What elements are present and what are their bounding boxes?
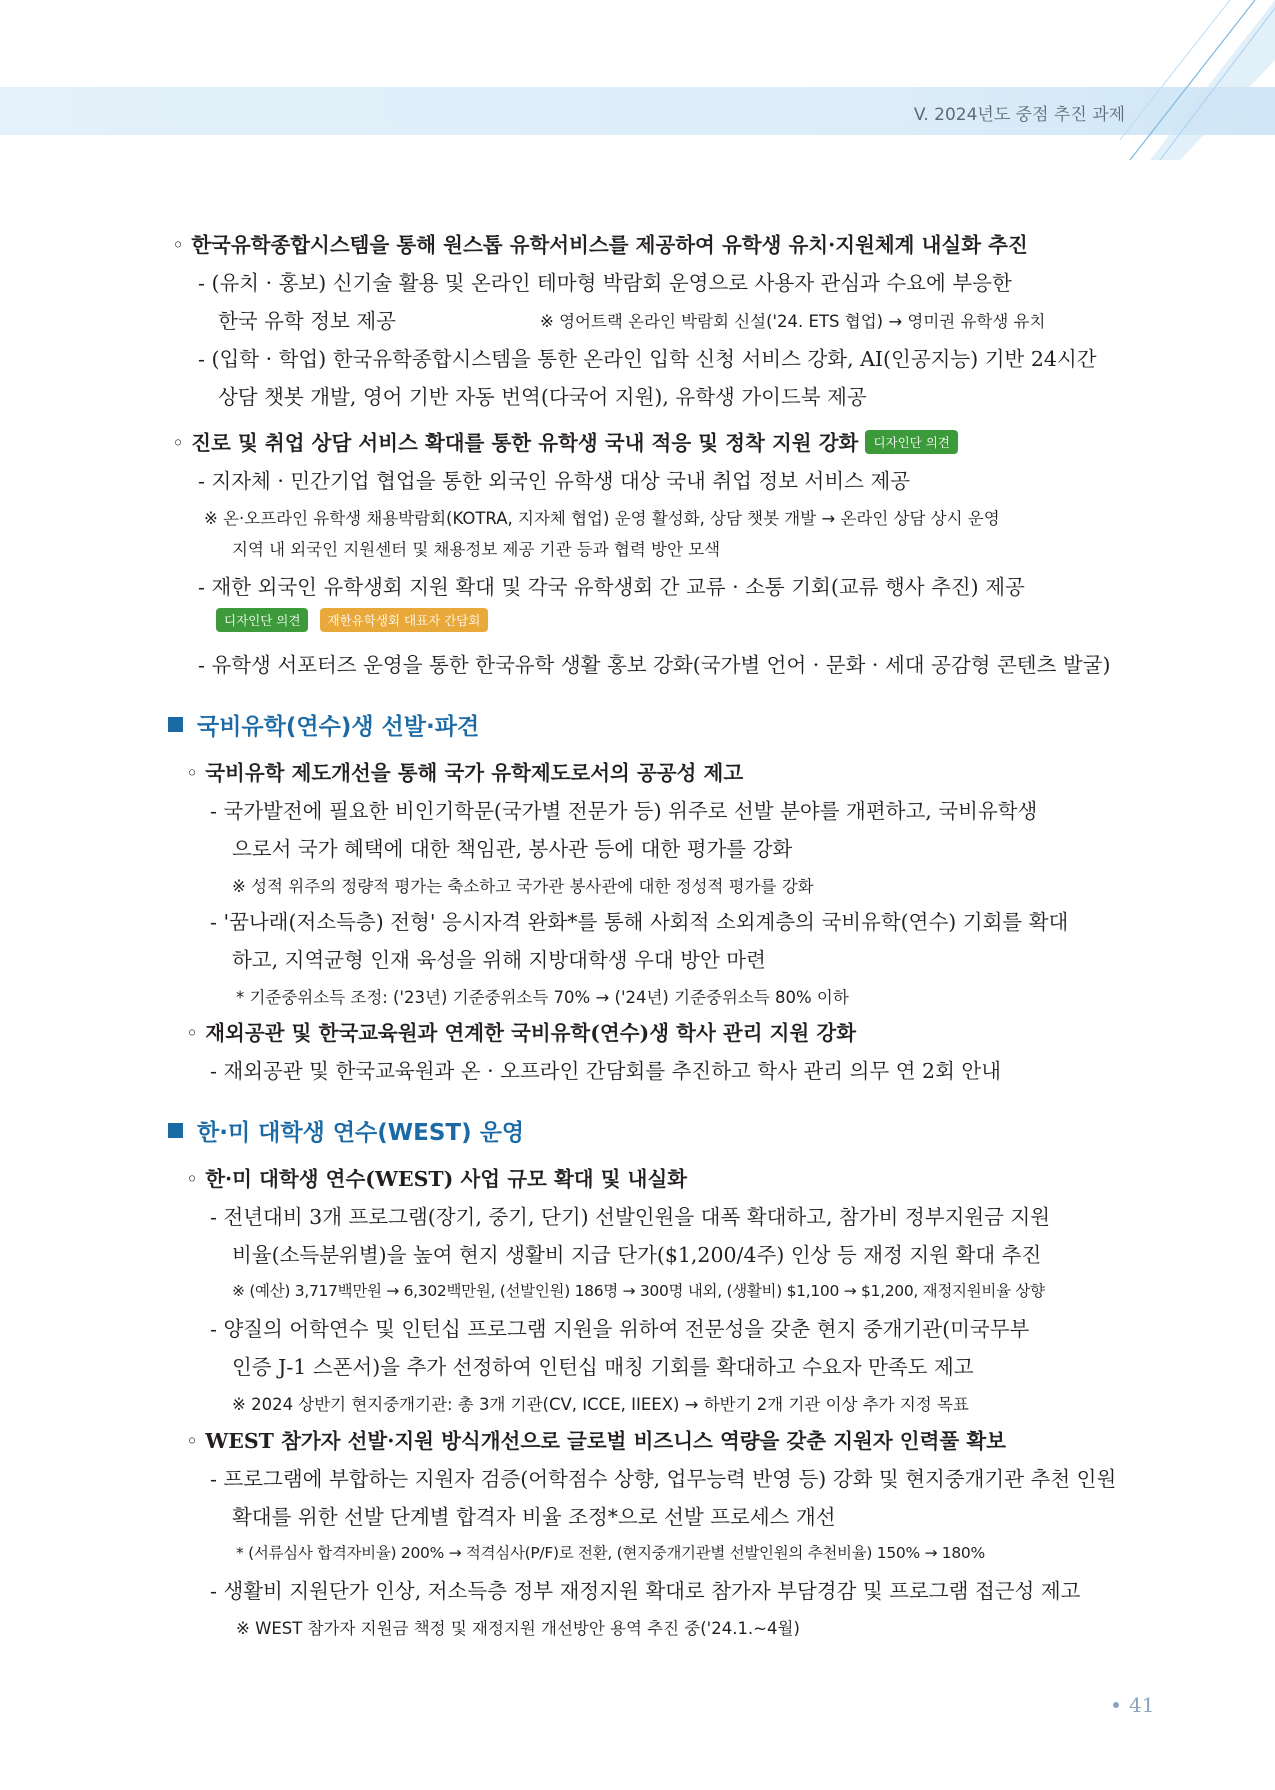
note-line: 지역 내 외국인 지원센터 및 채용정보 제공 기관 등과 협력 방안 모색 [232,540,721,559]
section-heading-west: 한·미 대학생 연수(WEST) 운영 [168,1114,524,1147]
bullet-heading: ◦ 한·미 대학생 연수(WEST) 사업 규모 확대 및 내실화 [186,1167,688,1191]
text-line: - 재한 외국인 유학생회 지원 확대 및 각국 유학생회 간 교류 · 소통 기회(교류 행사 추진) 제공 [198,575,1025,599]
bullet-heading: ◦ 재외공관 및 한국교육원과 연계한 국비유학(연수)생 학사 관리 지원 강화 [186,1021,857,1045]
text-line: 비율(소득분위별)을 높여 현지 생활비 지급 단가($1,200/4주) 인상 등 재정 지원 확대 추진 [232,1243,1042,1267]
page-number: 41 [1113,1693,1154,1717]
bullet-heading: ◦ 국비유학 제도개선을 통해 국가 유학제도로서의 공공성 제고 [186,761,744,785]
text-line: - 양질의 어학연수 및 인턴십 프로그램 지원을 위하여 전문성을 갖춘 현지 중개기관(미국무부 [210,1317,1030,1341]
dot-icon [1113,1702,1119,1708]
square-bullet-icon [168,1123,183,1138]
text-line: - 프로그램에 부합하는 지원자 검증(어학점수 상향, 업무능력 반영 등) 강화 및 현지중개기관 추천 인원 [210,1467,1117,1491]
student-rep-badge: 재한유학생회 대표자 간담회 [320,608,489,632]
text-line: 상담 챗봇 개발, 영어 기반 자동 번역(다국어 지원), 유학생 가이드북 제공 [218,385,867,409]
bullet-heading [172,426,958,456]
note-line: ※ (예산) 3,717백만원 → 6,302백만원, (선발인원) 186명 → 300명 내외, (생활비) $1,100 → $1,200, 재정지원비율 상향 [232,1282,1045,1300]
note-line: ※ 2024 상반기 현지중개기관: 총 3개 기관(CV, ICCE, IIEEX) → 하반기 2개 기관 이상 추가 지정 목표 [232,1395,969,1414]
note-line: ※ 영어트랙 온라인 박람회 신설('24. ETS 협업) → 영미권 유학생 유치 [540,312,1046,331]
note-line: ※ 온·오프라인 유학생 채용박람회(KOTRA, 지자체 협업) 운영 활성화, 상담 챗봇 개발 → 온라인 상담 상시 운영 [204,509,1000,528]
text-line: 한국 유학 정보 제공 [218,309,396,333]
text-line: - 지자체 · 민간기업 협업을 통한 외국인 유학생 대상 국내 취업 정보 서비스 제공 [198,469,911,493]
note-line: ※ WEST 참가자 지원금 책정 및 재정지원 개선방안 용역 추진 중('24.1.~4월) [236,1619,800,1638]
footnote-line: * (서류심사 합격자비율) 200% → 적격심사(P/F)로 전환, (현지중개기관별 선발인원의 추천비율) 150% → 180% [236,1544,985,1562]
footnote-line: * 기준중위소득 조정: ('23년) 기준중위소득 70% → ('24년) 기준중위소득 80% 이하 [236,988,849,1007]
design-team-badge: 디자인단 의견 [865,430,957,454]
text-line: - 생활비 지원단가 인상, 저소득층 정부 재정지원 확대로 참가자 부담경감 및 프로그램 접근성 제고 [210,1579,1081,1603]
text-line: - '꿈나래(저소득층) 전형' 응시자격 완화*를 통해 사회적 소외계층의 국비유학(연수) 기회를 확대 [210,910,1069,934]
text-line: - (유치 · 홍보) 신기술 활용 및 온라인 테마형 박람회 운영으로 사용자 관심과 수요에 부응한 [198,271,1012,295]
corner-decoration [1120,0,1275,160]
bullet-heading: ◦ WEST 참가자 선발·지원 방식개선으로 글로벌 비즈니스 역량을 갖춘 지원자 인력풀 확보 [186,1429,1006,1453]
text-line: 확대를 위한 선발 단계별 합격자 비율 조정*으로 선발 프로세스 개선 [232,1505,836,1529]
text-line: 하고, 지역균형 인재 육성을 위해 지방대학생 우대 방안 마련 [232,948,766,972]
badge-row [216,608,488,632]
text-line: - (입학 · 학업) 한국유학종합시스템을 통한 온라인 입학 신청 서비스 강화, AI(인공지능) 기반 24시간 [198,347,1097,371]
square-bullet-icon [168,717,183,732]
design-team-badge: 디자인단 의견 [216,608,308,632]
text-line: - 유학생 서포터즈 운영을 통한 한국유학 생활 홍보 강화(국가별 언어 · 문화 · 세대 공감형 콘텐츠 발굴) [198,653,1111,677]
text-line: 인증 J-1 스폰서)을 추가 선정하여 인턴십 매칭 기회를 확대하고 수요자 만족도 제고 [232,1355,974,1379]
text-line: 으로서 국가 혜택에 대한 책임관, 봉사관 등에 대한 평가를 강화 [232,837,793,861]
text-line: - 전년대비 3개 프로그램(장기, 중기, 단기) 선발인원을 대폭 확대하고, 참가비 정부지원금 지원 [210,1205,1051,1229]
section-heading-government-scholarship: 국비유학(연수)생 선발·파견 [168,708,479,741]
bullet-heading: ◦ 한국유학종합시스템을 통해 원스톱 유학서비스를 제공하여 유학생 유치·지원체계 내실화 추진 [172,233,1028,257]
header-section-title: V. 2024년도 중점 추진 과제 [913,105,1125,125]
text-line: - 국가발전에 필요한 비인기학문(국가별 전문가 등) 위주로 선발 분야를 개편하고, 국비유학생 [210,799,1038,823]
text-line: - 재외공관 및 한국교육원과 온 · 오프라인 간담회를 추진하고 학사 관리 의무 연 2회 안내 [210,1059,1002,1083]
bullet-heading-text: ◦ 진로 및 취업 상담 서비스 확대를 통한 유학생 국내 적응 및 정착 지원 강화 [172,431,859,455]
note-line: ※ 성적 위주의 정량적 평가는 축소하고 국가관 봉사관에 대한 정성적 평가를 강화 [232,877,814,896]
